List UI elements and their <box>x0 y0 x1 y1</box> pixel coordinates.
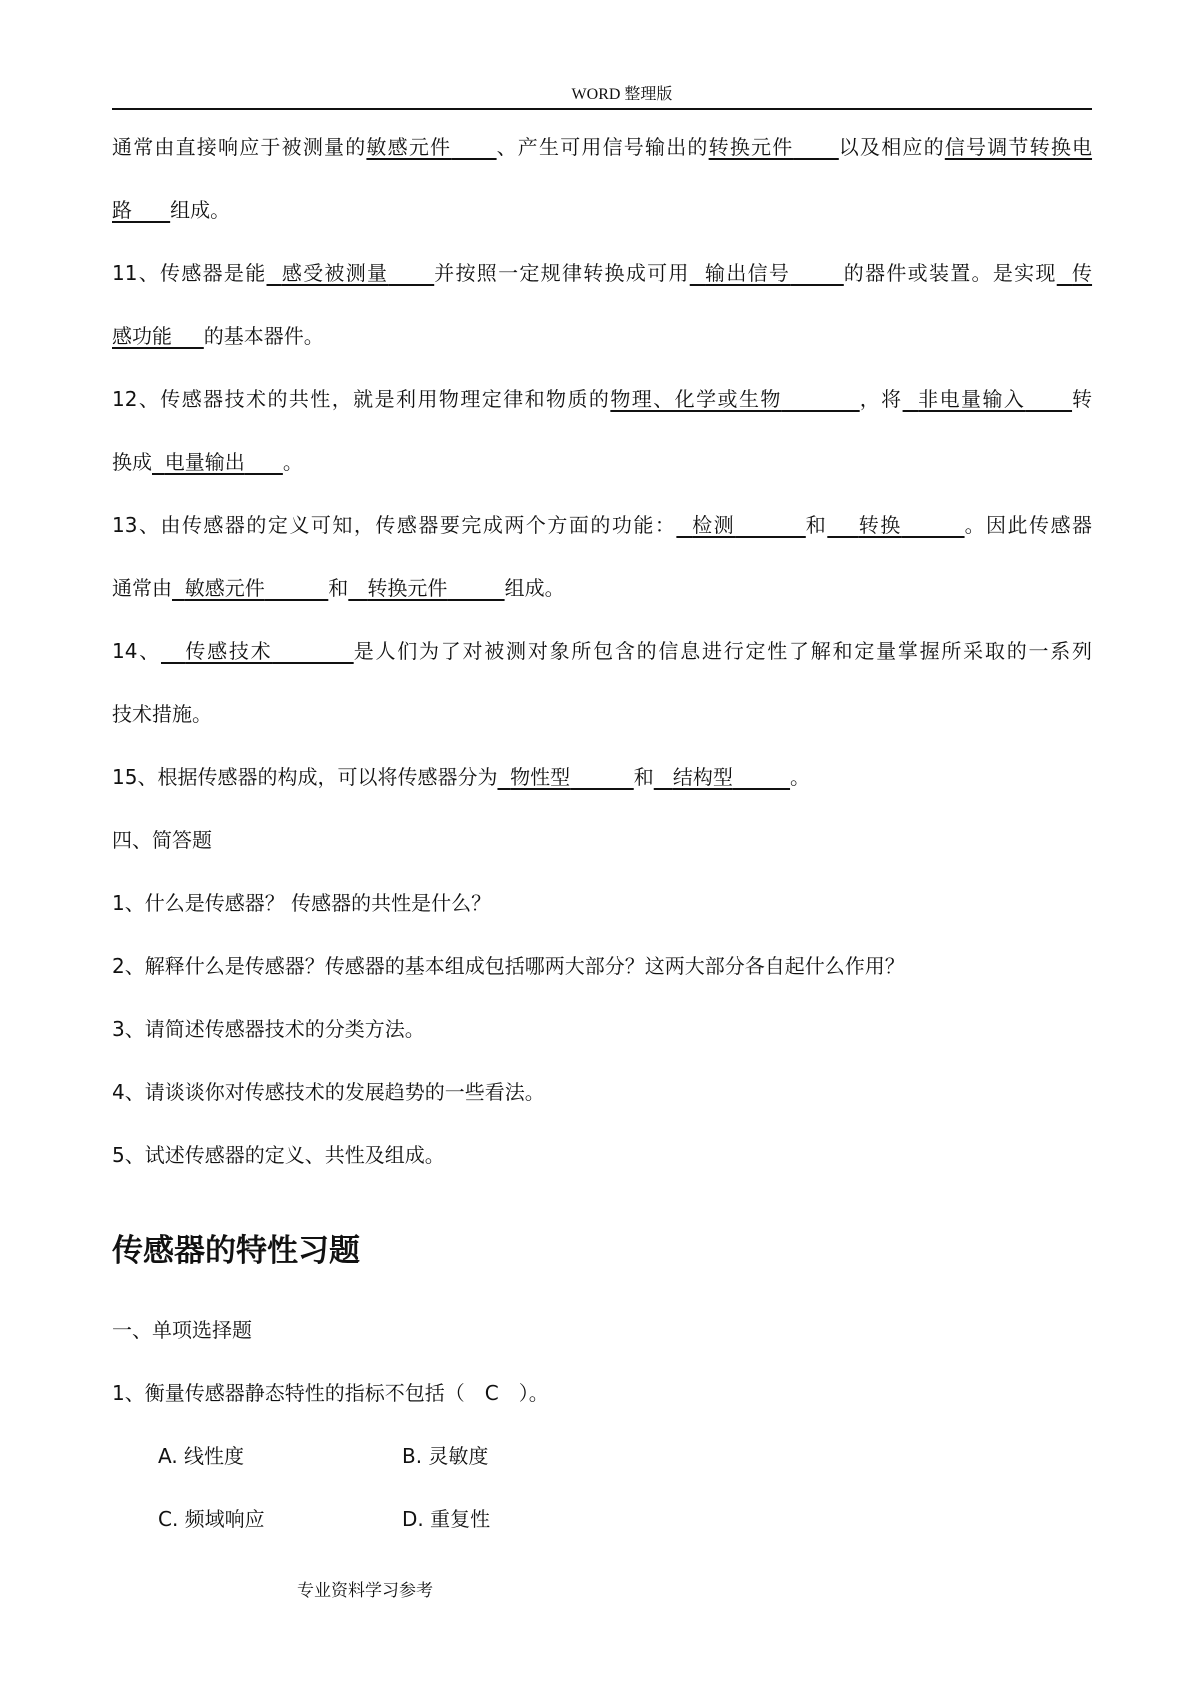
answer-blank: 传 <box>1072 261 1093 285</box>
question-15 <box>112 760 1092 823</box>
answer-blank: 转换元件 <box>708 135 794 159</box>
page-footer: 专业资料学习参考 <box>297 1581 433 1600</box>
text: ，将 <box>859 387 903 411</box>
option-a: A. 线性度 <box>158 1444 245 1468</box>
text: 转 <box>1072 387 1093 411</box>
text: 技术措施。 <box>112 702 212 726</box>
short-answer-item: 1、什么是传感器？ 传感器的共性是什么？ <box>112 891 492 915</box>
text: 以及相应的 <box>838 135 945 159</box>
question-13-line-2 <box>112 571 1092 634</box>
options-row-1 <box>112 1439 1092 1502</box>
options-row-2 <box>112 1502 1092 1565</box>
short-answer-item: 4、请谈谈你对传感技术的发展趋势的一些看法。 <box>112 1080 545 1104</box>
document-body <box>112 130 1092 1565</box>
text: 。因此传感器 <box>964 513 1093 537</box>
option-b: B. 灵敏度 <box>402 1444 489 1468</box>
question-12-line-2 <box>112 445 1092 508</box>
section-heading-single-choice: 一、单项选择题 <box>112 1318 252 1342</box>
question-11-line-2 <box>112 319 1092 382</box>
answer-blank: 结构型 <box>672 765 733 789</box>
text: 和 <box>633 765 654 789</box>
question-11-line-1 <box>112 256 1092 319</box>
answer-blank: 转换元件 <box>367 576 448 600</box>
text: 是人们为了对被测对象所包含的信息进行定性了解和定量掌握所采取的一系列 <box>353 639 1093 663</box>
text: 和 <box>328 576 349 600</box>
text: 和 <box>805 513 828 537</box>
question-12-line-1 <box>112 382 1092 445</box>
question-number-text: 15、根据传感器的构成，可以将传感器分为 <box>112 765 498 789</box>
intro-line-2 <box>112 193 1092 256</box>
answer-blank: 感功能 <box>112 324 172 348</box>
page-header: WORD 整理版 <box>112 84 1092 110</box>
question-14-line-2 <box>112 697 1092 760</box>
short-answer-item: 3、请简述传感器技术的分类方法。 <box>112 1017 425 1041</box>
text: 的器件或装置。是实现 <box>843 261 1057 285</box>
short-answer-item: 2、解释什么是传感器？传感器的基本组成包括哪两大部分？这两大部分各自起什么作用？ <box>112 954 905 978</box>
answer-blank: 电量输出 <box>164 450 245 474</box>
option-d: D. 重复性 <box>402 1507 491 1531</box>
answer-blank: 输出信号 <box>705 261 791 285</box>
answer-blank: 敏感元件 <box>366 135 452 159</box>
text: 。 <box>790 765 811 789</box>
intro-line-1 <box>112 130 1092 193</box>
text: 的基本器件。 <box>203 324 324 348</box>
text: 。 <box>282 450 303 474</box>
text: 组成。 <box>170 198 231 222</box>
text: 组成。 <box>504 576 565 600</box>
question-number-text: 12、传感器技术的共性，就是利用物理定律和物质的 <box>112 387 611 411</box>
answer-blank: 信号调节转换电 <box>944 135 1093 159</box>
answer-blank: 路 <box>112 198 132 222</box>
text: 换成 <box>112 450 152 474</box>
answer-blank: 转换 <box>858 513 902 537</box>
text: 、产生可用信号输出的 <box>496 135 709 159</box>
question-14-line-1 <box>112 634 1092 697</box>
answer-blank: 非电量输入 <box>918 387 1026 411</box>
text: 通常由 <box>112 576 172 600</box>
answer-blank: 检测 <box>692 513 736 537</box>
text: 通常由直接响应于被测量的 <box>112 135 367 159</box>
answer-blank: 感受被测量 <box>281 261 389 285</box>
question-number-text: 13、由传感器的定义可知，传感器要完成两个方面的功能： <box>112 513 677 537</box>
short-answer-item: 5、试述传感器的定义、共性及组成。 <box>112 1143 445 1167</box>
question-13-line-1 <box>112 508 1092 571</box>
chapter-title: 传感器的特性习题 <box>112 1233 360 1269</box>
answer-blank: 敏感元件 <box>184 576 265 600</box>
answer-blank: 物性型 <box>510 765 571 789</box>
option-c: C. 频域响应 <box>158 1507 265 1531</box>
choice-question-1: 1、衡量传感器静态特性的指标不包括（ C ）。 <box>112 1381 549 1405</box>
section-heading-short-answer: 四、简答题 <box>112 828 212 852</box>
answer-blank: 物理、化学或生物 <box>610 387 782 411</box>
text: 并按照一定规律转换成可用 <box>434 261 690 285</box>
question-number-text: 11、传感器是能 <box>112 261 267 285</box>
answer-blank: 传感技术 <box>185 639 273 663</box>
question-number-text: 14、 <box>112 639 161 663</box>
